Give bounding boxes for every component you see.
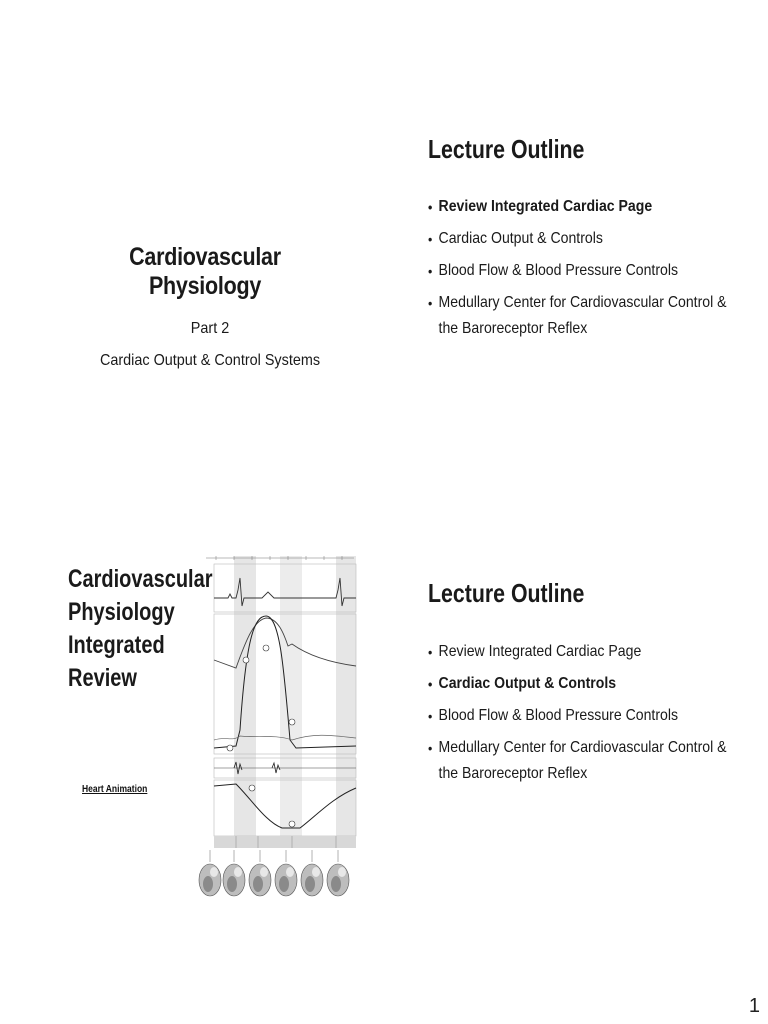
outline-item — [428, 735, 747, 787]
slide-1-title: Cardiovascular Physiology — [129, 243, 281, 300]
slide-2-outline-list — [428, 194, 748, 348]
bullet-icon: • — [428, 263, 433, 279]
outline-item — [428, 226, 747, 252]
outline-item — [428, 703, 747, 729]
outline-item-text: Blood Flow & Blood Pressure Controls — [438, 707, 679, 724]
slide-4-title: Lecture Outline — [428, 578, 585, 608]
heart-animation-link[interactable]: Heart Animation — [82, 784, 148, 795]
bullet-icon: • — [428, 644, 433, 660]
bullet-icon: • — [428, 295, 433, 311]
slide-2-title: Lecture Outline — [428, 134, 585, 164]
bullet-icon: • — [428, 231, 433, 247]
bullet-icon: • — [428, 199, 433, 215]
bullet-icon: • — [428, 676, 433, 692]
slide-1-subtitle-topic: Cardiac Output & Control Systems — [99, 352, 321, 369]
outline-item — [428, 194, 747, 220]
outline-item-text: Medullary Center for Cardiovascular Control & the Baroreceptor Reflex — [438, 739, 727, 782]
outline-item-text: Medullary Center for Cardiovascular Control & the Baroreceptor Reflex — [438, 294, 727, 337]
outline-item — [428, 290, 747, 342]
slide-3-title-line: Cardiovascular — [68, 565, 213, 593]
slide-3-title-line: Review — [68, 664, 137, 692]
outline-item — [428, 671, 747, 697]
outline-item-text: Cardiac Output & Controls — [438, 675, 617, 692]
slide-3-title — [68, 563, 213, 695]
outline-item — [428, 639, 747, 665]
bullet-icon: • — [428, 708, 433, 724]
outline-item — [428, 258, 747, 284]
bullet-icon: • — [428, 740, 433, 756]
slide-3-title-line: Physiology — [68, 598, 175, 626]
wiggers-diagram-image — [196, 550, 358, 922]
slide-1-subtitle-part: Part 2 — [190, 320, 230, 337]
slide-4-outline-list — [428, 639, 748, 793]
outline-item-text: Blood Flow & Blood Pressure Controls — [438, 262, 679, 279]
slide-3-title-line: Integrated — [68, 631, 165, 659]
page-number: 1 — [748, 995, 760, 1017]
outline-item-text: Cardiac Output & Controls — [438, 230, 603, 247]
outline-item-text: Review Integrated Cardiac Page — [438, 643, 642, 660]
outline-item-text: Review Integrated Cardiac Page — [438, 198, 653, 215]
